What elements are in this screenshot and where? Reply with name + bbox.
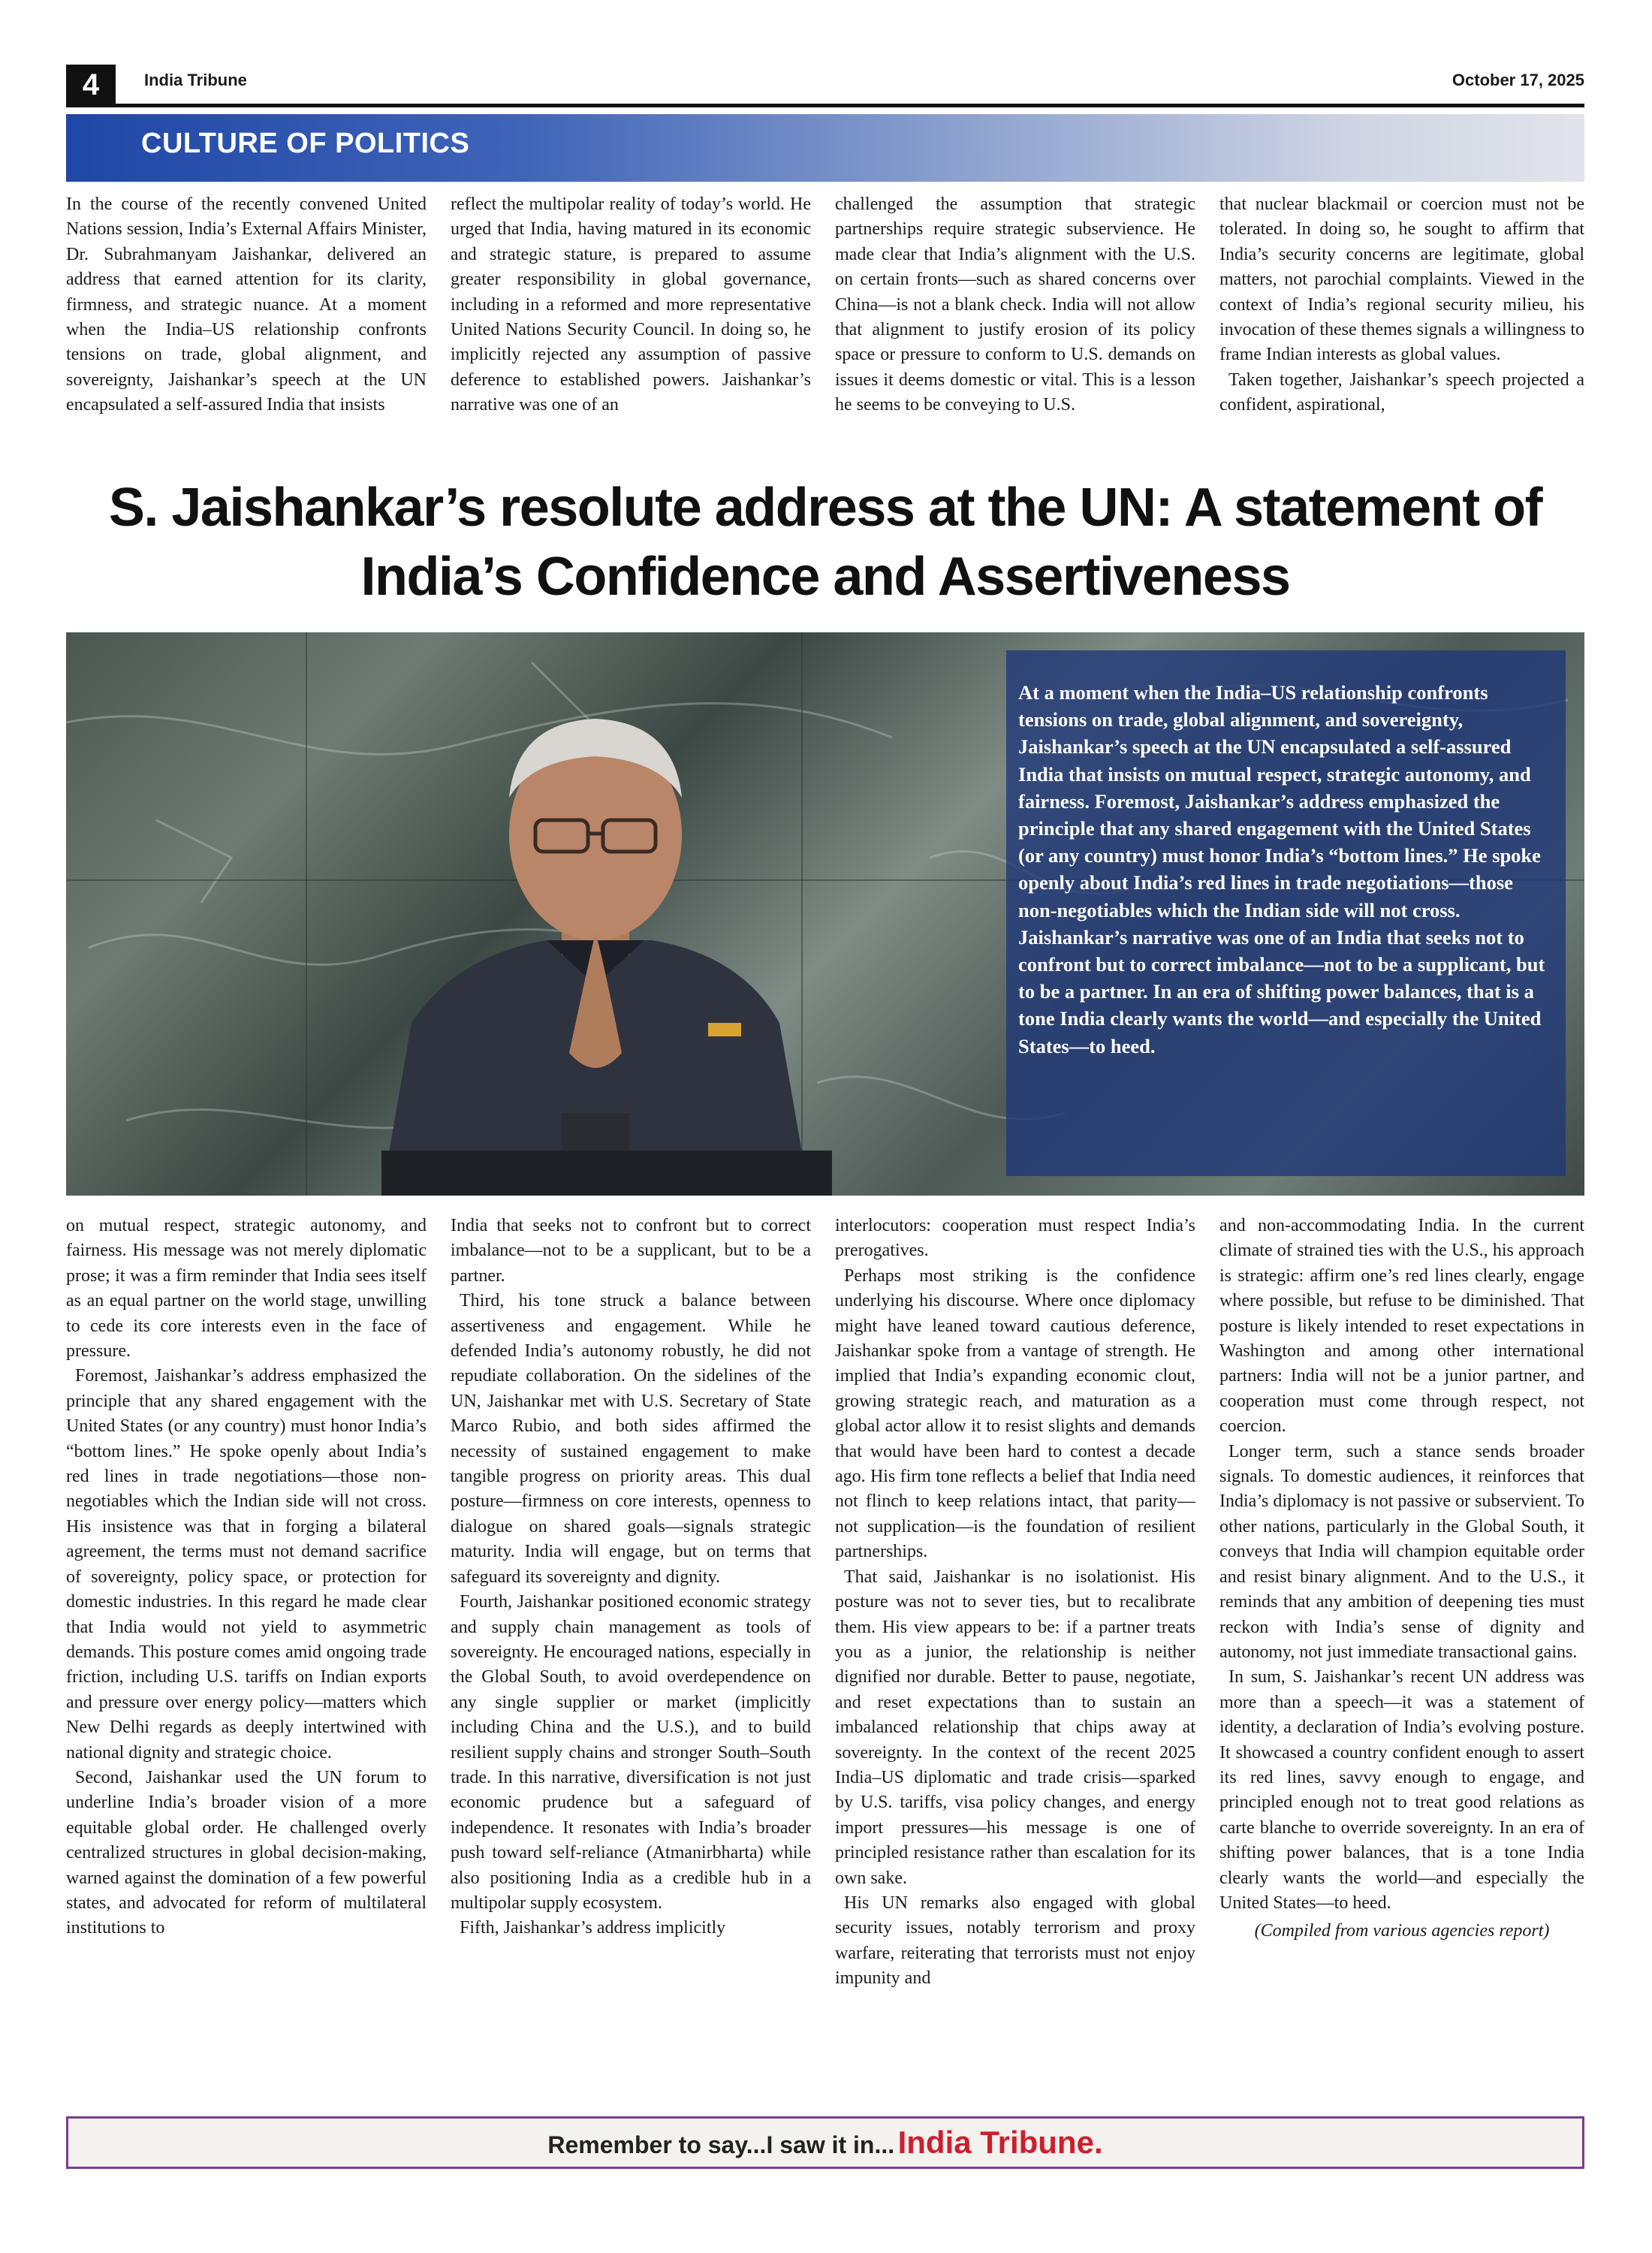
- paragraph: reflect the multipolar reality of today’s world. He urged that India, having matured in its economic and strategic stature, is prepared to assume greater responsibility in global governance, including in a reformed and more representative United Nations Security Council. In doing so, he implicitly rejected any assumption of passive deference to established powers. Jaishankar’s narrative was one of an: [451, 195, 811, 415]
- article-top-column-1: [66, 192, 427, 470]
- article-top-column-2: [451, 192, 811, 470]
- headline-line-1: S. Jaishankar’s resolute address at the UN: A statement of: [108, 478, 1542, 538]
- article-bottom-column-2: [451, 1214, 811, 2101]
- footer-text: Remember to say...I saw it in...: [547, 2131, 895, 2158]
- article-top-column-4: [1219, 192, 1584, 470]
- paragraph: Fifth, Jaishankar’s address implicitly: [460, 1918, 726, 1938]
- paragraph: Third, his tone struck a balance between assertiveness and engagement. While he defended India’s autonomy robustly, he did not repudiate collaboration. On the sidelines of the UN, Jaishankar met with U.S. Secretary of State Marco Rubio, and both sides affirmed the necessity of sustained engagement to make tangible progress on priority areas. This dual posture—firmness on core interests, openness to dialogue on shared goals—signals strategic maturity. India will engage, but on terms that safeguard its sovereignty and dignity.: [451, 1291, 811, 1587]
- paragraph: His UN remarks also engaged with global security issues, notably terrorism and proxy warfare, reiterating that terrorists must not enjoy impunity and: [835, 1893, 1195, 1989]
- issue-date: October 17, 2025: [1452, 71, 1584, 89]
- paragraph: challenged the assumption that strategic partnerships require strategic subservience. He made clear that India’s alignment with the U.S. on certain fronts—such as shared concerns over China—is not a blank check. India will not allow that alignment to justify erosion of its policy space or pressure to conform to U.S. demands on issues it deems domestic or vital. This is a lesson he seems to be conveying to U.S.: [835, 195, 1195, 415]
- paragraph: Fourth, Jaishankar positioned economic strategy and supply chain management as tools of sovereignty. He encouraged nations, especially in the Global South, to avoid overdependence on any single supplier or market (implicitly including China and the U.S.), and to build resilient supply chains and stronger South–South trade. In this narrative, diversification is not just economic prudence but a safeguard of independence. It resonates with India’s broader push toward self-reliance (Atmanirbharta) while also positioning India as a credible hub in a multipolar supply ecosystem.: [451, 1592, 811, 1913]
- section-band: [66, 114, 1584, 182]
- pull-quote: At a moment when the India–US relationship confronts tensions on trade, global alignment, and sovereignty, Jaishankar’s speech at the UN encapsulated a self-assured India that insists on mutual respect, strategic autonomy, and fairness. Foremost, Jaishankar’s address emphasized the principle that any shared engagement with the United States (or any country) must honor India’s “bottom lines.” He spoke openly about India’s red lines in trade negotiations—those non-negotiables which the Indian side will not cross. Jaishankar’s narrative was one of an India that seeks not to confront but to correct imbalance—not to be a supplicant, but to be a partner. In an era of shifting power balances, that is a tone India clearly wants the world—and especially the United States—to heed.: [1018, 681, 1545, 1057]
- paragraph: Foremost, Jaishankar’s address emphasized the principle that any shared engagement with the United States (or any country) must honor India’s “bottom lines.” He spoke openly about India’s red lines in trade negotiations—those non-negotiables which the Indian side will not cross. His insistence was that in forging a bilateral agreement, the terms must not demand sacrifice of sovereignty, policy space, or protection for domestic industries. In this regard he made clear that India would not yield to asymmetric demands. This posture comes amid ongoing trade friction, including U.S. tariffs on Indian exports and pressure over energy policy—matters which New Delhi regards as deeply intertwined with national dignity and strategic choice.: [66, 1366, 427, 1763]
- paragraph: In the course of the recently convened United Nations session, India’s External Affairs Minister, Dr. Subrahmanyam Jaishankar, delivered an address that earned attention for its clarity, firmness, and strategic nuance. At a moment when the India–US relationship confronts tensions on trade, global alignment, and sovereignty, Jaishankar’s speech at the UN encapsulated a self-assured India that insists: [66, 195, 427, 415]
- paragraph: that nuclear blackmail or coercion must not be tolerated. In doing so, he sought to affirm that India’s security concerns are legitimate, global matters, not parochial complaints. Viewed in the context of India’s regional security milieu, his invocation of these themes signals a willingness to frame Indian interests as global values.: [1219, 195, 1584, 365]
- paragraph: interlocutors: cooperation must respect India’s prerogatives.: [835, 1216, 1195, 1261]
- paragraph: Perhaps most striking is the confidence underlying his discourse. Where once diplomacy might have leaned toward cautious deference, Jaishankar spoke from a vantage of strength. He implied that India’s expanding economic clout, growing strategic reach, and maturation as a global actor allow it to resist slights and demands that would have been hard to contest a decade ago. His firm tone reflects a belief that India need not flinch to keep relations intact, that parity—not supplication—is the foundation of resilient partnerships.: [835, 1265, 1195, 1562]
- paragraph: Second, Jaishankar used the UN forum to underline India’s broader vision of a more equitable global order. He challenged overly centralized structures in global decision-making, warned against the domination of a few powerful states, and advocated for reform of multilateral institutions to: [66, 1767, 427, 1938]
- publication-name: India Tribune: [144, 71, 247, 89]
- header-rule: [66, 104, 1584, 107]
- paragraph: Longer term, such a stance sends broader signals. To domestic audiences, it reinforces that India’s diplomacy is not passive or subservient. To other nations, particularly in the Global South, it conveys that India will champion equitable order and resist binary alignment. And to the U.S., it reminds that any ambition of deepening ties must reckon with India’s sense of dignity and autonomy, not just immediate transactional gains.: [1219, 1441, 1584, 1662]
- source-credit: (Compiled from various agencies report): [1254, 1921, 1550, 1941]
- footer-banner: [66, 2116, 1584, 2169]
- article-bottom-column-4: [1219, 1214, 1584, 2101]
- page-number: 4: [66, 65, 116, 105]
- article-bottom-column-3: [835, 1214, 1195, 2101]
- article-top-column-3: [835, 192, 1195, 470]
- page-header: [66, 65, 1584, 105]
- article-headline: [66, 473, 1584, 611]
- article-bottom-column-1: [66, 1214, 427, 2101]
- footer-message: [68, 2119, 1582, 2167]
- footer-brand: India Tribune.: [897, 2125, 1103, 2160]
- paragraph: on mutual respect, strategic autonomy, and fairness. His message was not merely diplomatic prose; it was a firm reminder that India sees itself as an equal partner on the world stage, unwilling to cede its core interests even in the face of pressure.: [66, 1216, 427, 1362]
- paragraph: India that seeks not to confront but to correct imbalance—not to be a supplicant, but to be a partner.: [451, 1216, 811, 1286]
- paragraph: and non-accommodating India. In the current climate of strained ties with the U.S., his approach is strategic: affirm one’s red lines clearly, engage where possible, but refuse to be diminished. That posture is likely intended to reset expectations in Washington and among other international partners: India will not be a junior partner, and cooperation must come through respect, not coercion.: [1219, 1216, 1584, 1437]
- paragraph: Taken together, Jaishankar’s speech projected a confident, aspirational,: [1219, 369, 1584, 415]
- headline-line-2: India’s Confidence and Assertiveness: [360, 547, 1290, 607]
- section-title: CULTURE OF POLITICS: [141, 128, 470, 159]
- paragraph: In sum, S. Jaishankar’s recent UN address was more than a speech—it was a statement of identity, a declaration of India’s evolving posture. It showcased a country confident enough to assert its red lines, savvy enough to engage, and principled enough not to treat good relations as carte blanche to override sovereignty. In an era of shifting power balances, that is a tone India clearly wants the world—and especially the United States—to heed.: [1219, 1667, 1584, 1913]
- paragraph: That said, Jaishankar is no isolationist. His posture was not to sever ties, but to recalibrate them. His view appears to be: if a partner treats you as a junior, the relationship is neither dignified nor durable. Better to pause, negotiate, and reset expectations than to sustain an imbalanced relationship that chips away at sovereignty. In the context of the recent 2025 India–US diplomatic and trade crisis—sparked by U.S. tariffs, visa policy changes, and energy import pressures—his message is one of principled resistance rather than escalation for its own sake.: [835, 1567, 1195, 1888]
